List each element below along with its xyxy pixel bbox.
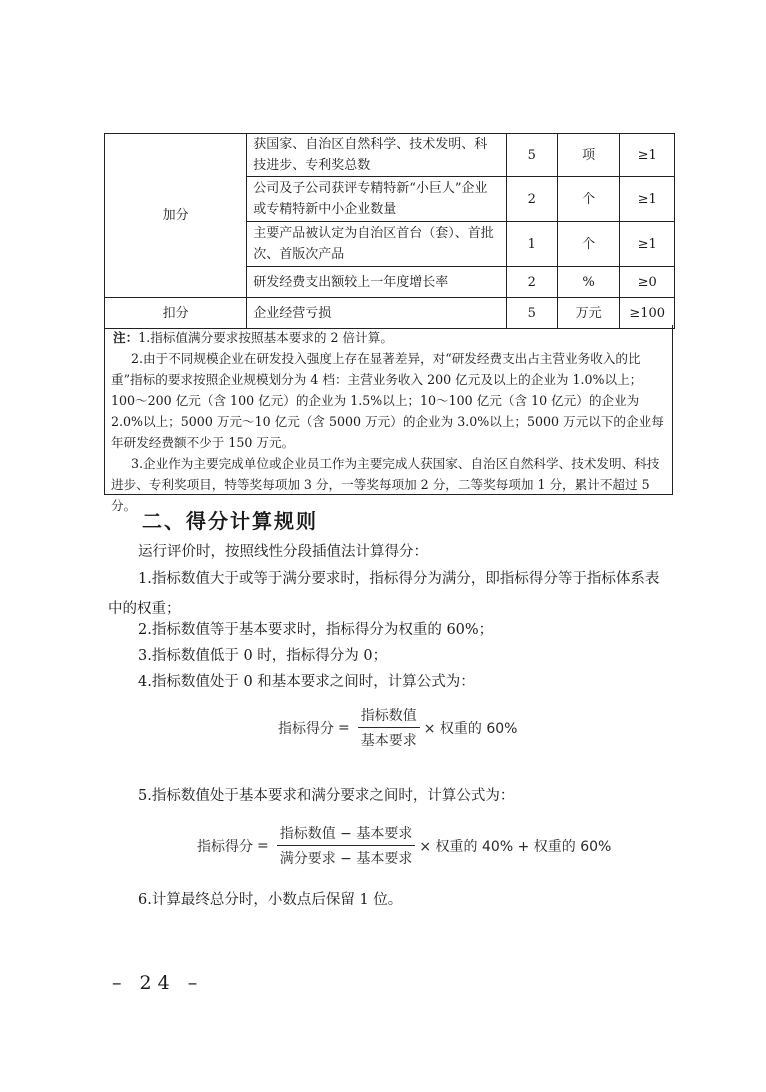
table-row [105,134,675,177]
bonus-category-cell: 加分 [105,134,247,298]
table-cell-requirement: ≥1 [620,222,675,267]
note-1 [105,327,672,348]
table-cell-requirement: ≥0 [620,267,675,298]
formula-2-rhs: × 权重的 40% + 权重的 60% [419,838,612,855]
table-cell-requirement: ≥100 [620,298,675,329]
table-cell-item: 公司及子公司获评专精特新“小巨人”企业或专精特新中小企业数量 [247,177,507,222]
table-cell-unit: 万元 [557,298,620,329]
table-cell-item: 研发经费支出额较上一年度增长率 [247,267,507,298]
section-intro: 运行评价时，按照线性分段插值法计算得分： [138,544,428,560]
rule-4: 4.指标数值处于 0 和基本要求之间时，计算公式为： [138,674,475,690]
table-cell-score: 2 [506,177,557,222]
formula-1-rhs: × 权重的 60% [423,720,518,737]
section-title: 二、得分计算规则 [142,509,318,533]
rule-2: 2.指标数值等于基本要求时，指标得分为权重的 60%； [138,622,494,638]
note-1-text: 1.指标值满分要求按照基本要求的 2 倍计算。 [138,330,393,345]
formula-1-fraction [358,705,420,750]
table-cell-unit: % [557,267,620,298]
table-cell-unit: 个 [557,222,620,267]
deduction-category-cell: 扣分 [105,298,247,329]
table-cell-unit: 项 [557,134,620,177]
formula-1-denominator: 基本要求 [360,733,417,749]
formula-1 [278,705,517,750]
rule-3: 3.指标数值低于 0 时，指标得分为 0； [138,648,388,664]
note-label: 注： [113,330,139,345]
table-row [105,298,675,329]
table-cell-item: 获国家、自治区自然科学、技术发明、科技进步、专利奖总数 [247,134,507,177]
table-cell-unit: 个 [557,177,620,222]
table-cell-score: 2 [506,267,557,298]
table-cell-requirement: ≥1 [620,177,675,222]
note-2: 2.由于不同规模企业在研发投入强度上存在显著差异，对“研发经费支出占主营业务收入的比重”指标的要求按照企业规模划分为 4 档：主营业务收入 200 亿元及以上的企业为 1.0%以上；100～200 亿元（含 100 亿元）的企业为 1.5%以上；10～100 亿元（含 10 亿元）的企业为 2.0%以上；5000 万元～10 亿元（含 5000 万元）的企业为 3.0%以上；5000 万元以下的企业每年研发经费额不少于 150 万元。 [111,351,664,450]
table-cell-score: 5 [506,298,557,329]
table-cell-item: 主要产品被认定为自治区首台（套）、首批次、首版次产品 [247,222,507,267]
scoring-table [104,133,675,329]
formula-2-numerator: 指标数值 − 基本要求 [277,823,416,846]
formula-2-lhs: 指标得分 [197,838,253,855]
page-number: – 24 – [112,972,204,994]
table-cell-item: 企业经营亏损 [247,298,507,329]
table-cell-score: 1 [506,222,557,267]
note-3: 3.企业作为主要完成单位或企业员工作为主要完成人获国家、自治区自然科学、技术发明、科技进步、专利奖项目，特等奖每项加 3 分，一等奖每项加 2 分，二等奖每项加 1 分，累计不超过 5 分。 [111,456,660,513]
table-notes [104,325,673,513]
formula-1-numerator: 指标数值 [358,705,420,728]
formula-2-fraction [277,823,416,868]
formula-1-lhs: 指标得分 [278,720,334,737]
formula-2 [197,823,611,868]
rule-6: 6.计算最终总分时，小数点后保留 1 位。 [138,892,403,908]
formula-2-denominator: 满分要求 − 基本要求 [279,851,413,867]
table-cell-requirement: ≥1 [620,134,675,177]
formula-1-equals: = [338,719,350,736]
formula-2-equals: = [257,837,269,854]
table-cell-score: 5 [506,134,557,177]
rule-1: 1.指标数值大于或等于满分要求时，指标得分为满分，即指标得分等于指标体系表中的权重； [108,571,660,617]
rule-5: 5.指标数值处于基本要求和满分要求之间时，计算公式为： [138,788,515,804]
